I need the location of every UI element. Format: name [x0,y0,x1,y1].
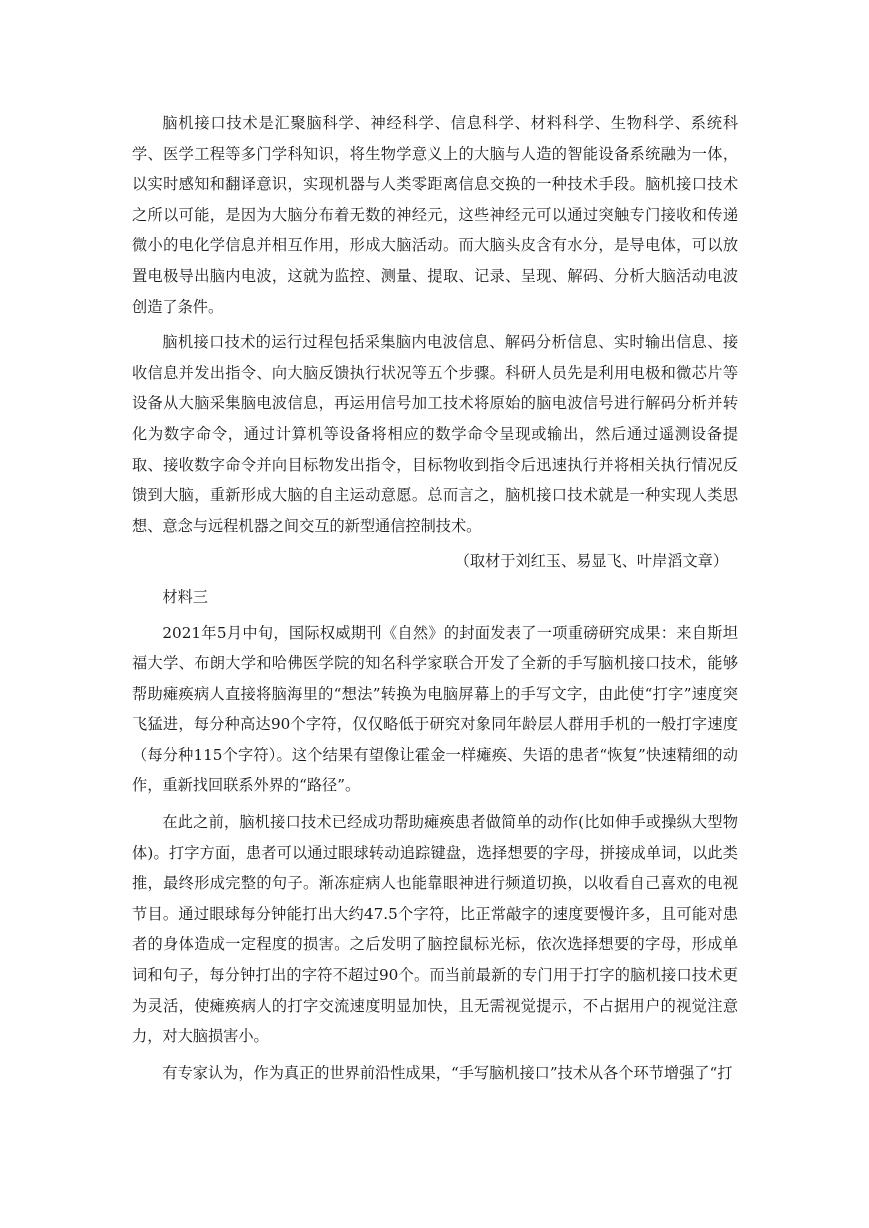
paragraph-bci-definition: 脑机接口技术是汇聚脑科学、神经科学、信息科学、材料科学、生物科学、系统科学、医学工程等多门学科知识，将生物学意义上的大脑与人造的智能设备系统融为一体，以实时感知和翻译意识，实现机器与人类零距离信息交换的一种技术手段。脑机接口技术之所以可能，是因为大脑分布着无数的神经元，这些神经元可以通过突触专门接收和传递微小的电化学信息并相互作用，形成大脑活动。而大脑头皮含有水分，是导电体，可以放置电极导出脑内电波，这就为监控、测量、提取、记录、呈现、解码、分析大脑活动电波创造了条件。 [132,114,738,316]
paragraph-expert-opinion: 有专家认为，作为真正的世界前沿性成果，“手写脑机接口”技术从各个环节增强了“打 [162,1063,733,1082]
source-note: （取材于刘红玉、易显飞、叶岸滔文章） [454,552,728,571]
paragraph-nature-research: 2021年5月中旬，国际权威期刊《自然》的封面发表了一项重磅研究成果：来自斯坦福大学、布朗大学和哈佛医学院的知名科学家联合开发了全新的手写脑机接口技术，能够帮助瘫痪病人直接将脑海里的“想法”转换为电脑屏幕上的手写文字，由此使“打字”速度突飞猛进，每分种高达90个字符，仅仅略低于研究对象同年龄层人群用手机的一般打字速度（每分种115个字符）。这个结果有望像让霍金一样瘫痪、失语的患者“恢复”快速精细的动作，重新找回联系外界的“路径”。 [132,623,738,795]
document-page [132,108,738,1088]
paragraph-prior-techniques: 在此之前，脑机接口技术已经成功帮助瘫痪患者做简单的动作(比如伸手或操纵大型物体)。打字方面，患者可以通过眼球转动追踪键盘，选择想要的字母，拼接成单词，以此类推，最终形成完整的句子。渐冻症病人也能靠眼神进行频道切换，以收看自己喜欢的电视节目。通过眼球每分钟能打出大约47.5个字符，比正常敲字的速度要慢许多，且可能对患者的身体造成一定程度的损害。之后发明了脑控鼠标光标，依次选择想要的字母，形成单词和句子，每分钟打出的字符不超过90个。而当前最新的专门用于打字的脑机接口技术更为灵活，使瘫痪病人的打字交流速度明显加快，且无需视觉提示，不占据用户的视觉注意力，对大脑损害小。 [132,813,738,1046]
paragraph-bci-process: 脑机接口技术的运行过程包括采集脑内电波信息、解码分析信息、实时输出信息、接收信息并发出指令、向大脑反馈执行状况等五个步骤。科研人员先是利用电极和微芯片等设备从大脑采集脑电波信息，再运用信号加工技术将原始的脑电波信号进行解码分析并转化为数字命令，通过计算机等设备将相应的数学命令呈现或输出，然后通过遥测设备提取、接收数字命令并向目标物发出指令，目标物收到指令后迅速执行并将相关执行情况反馈到大脑，重新形成大脑的自主运动意愿。总而言之，脑机接口技术就是一种实现人类思想、意念与远程机器之间交互的新型通信控制技术。 [132,333,738,535]
section-heading: 材料三 [162,587,208,606]
